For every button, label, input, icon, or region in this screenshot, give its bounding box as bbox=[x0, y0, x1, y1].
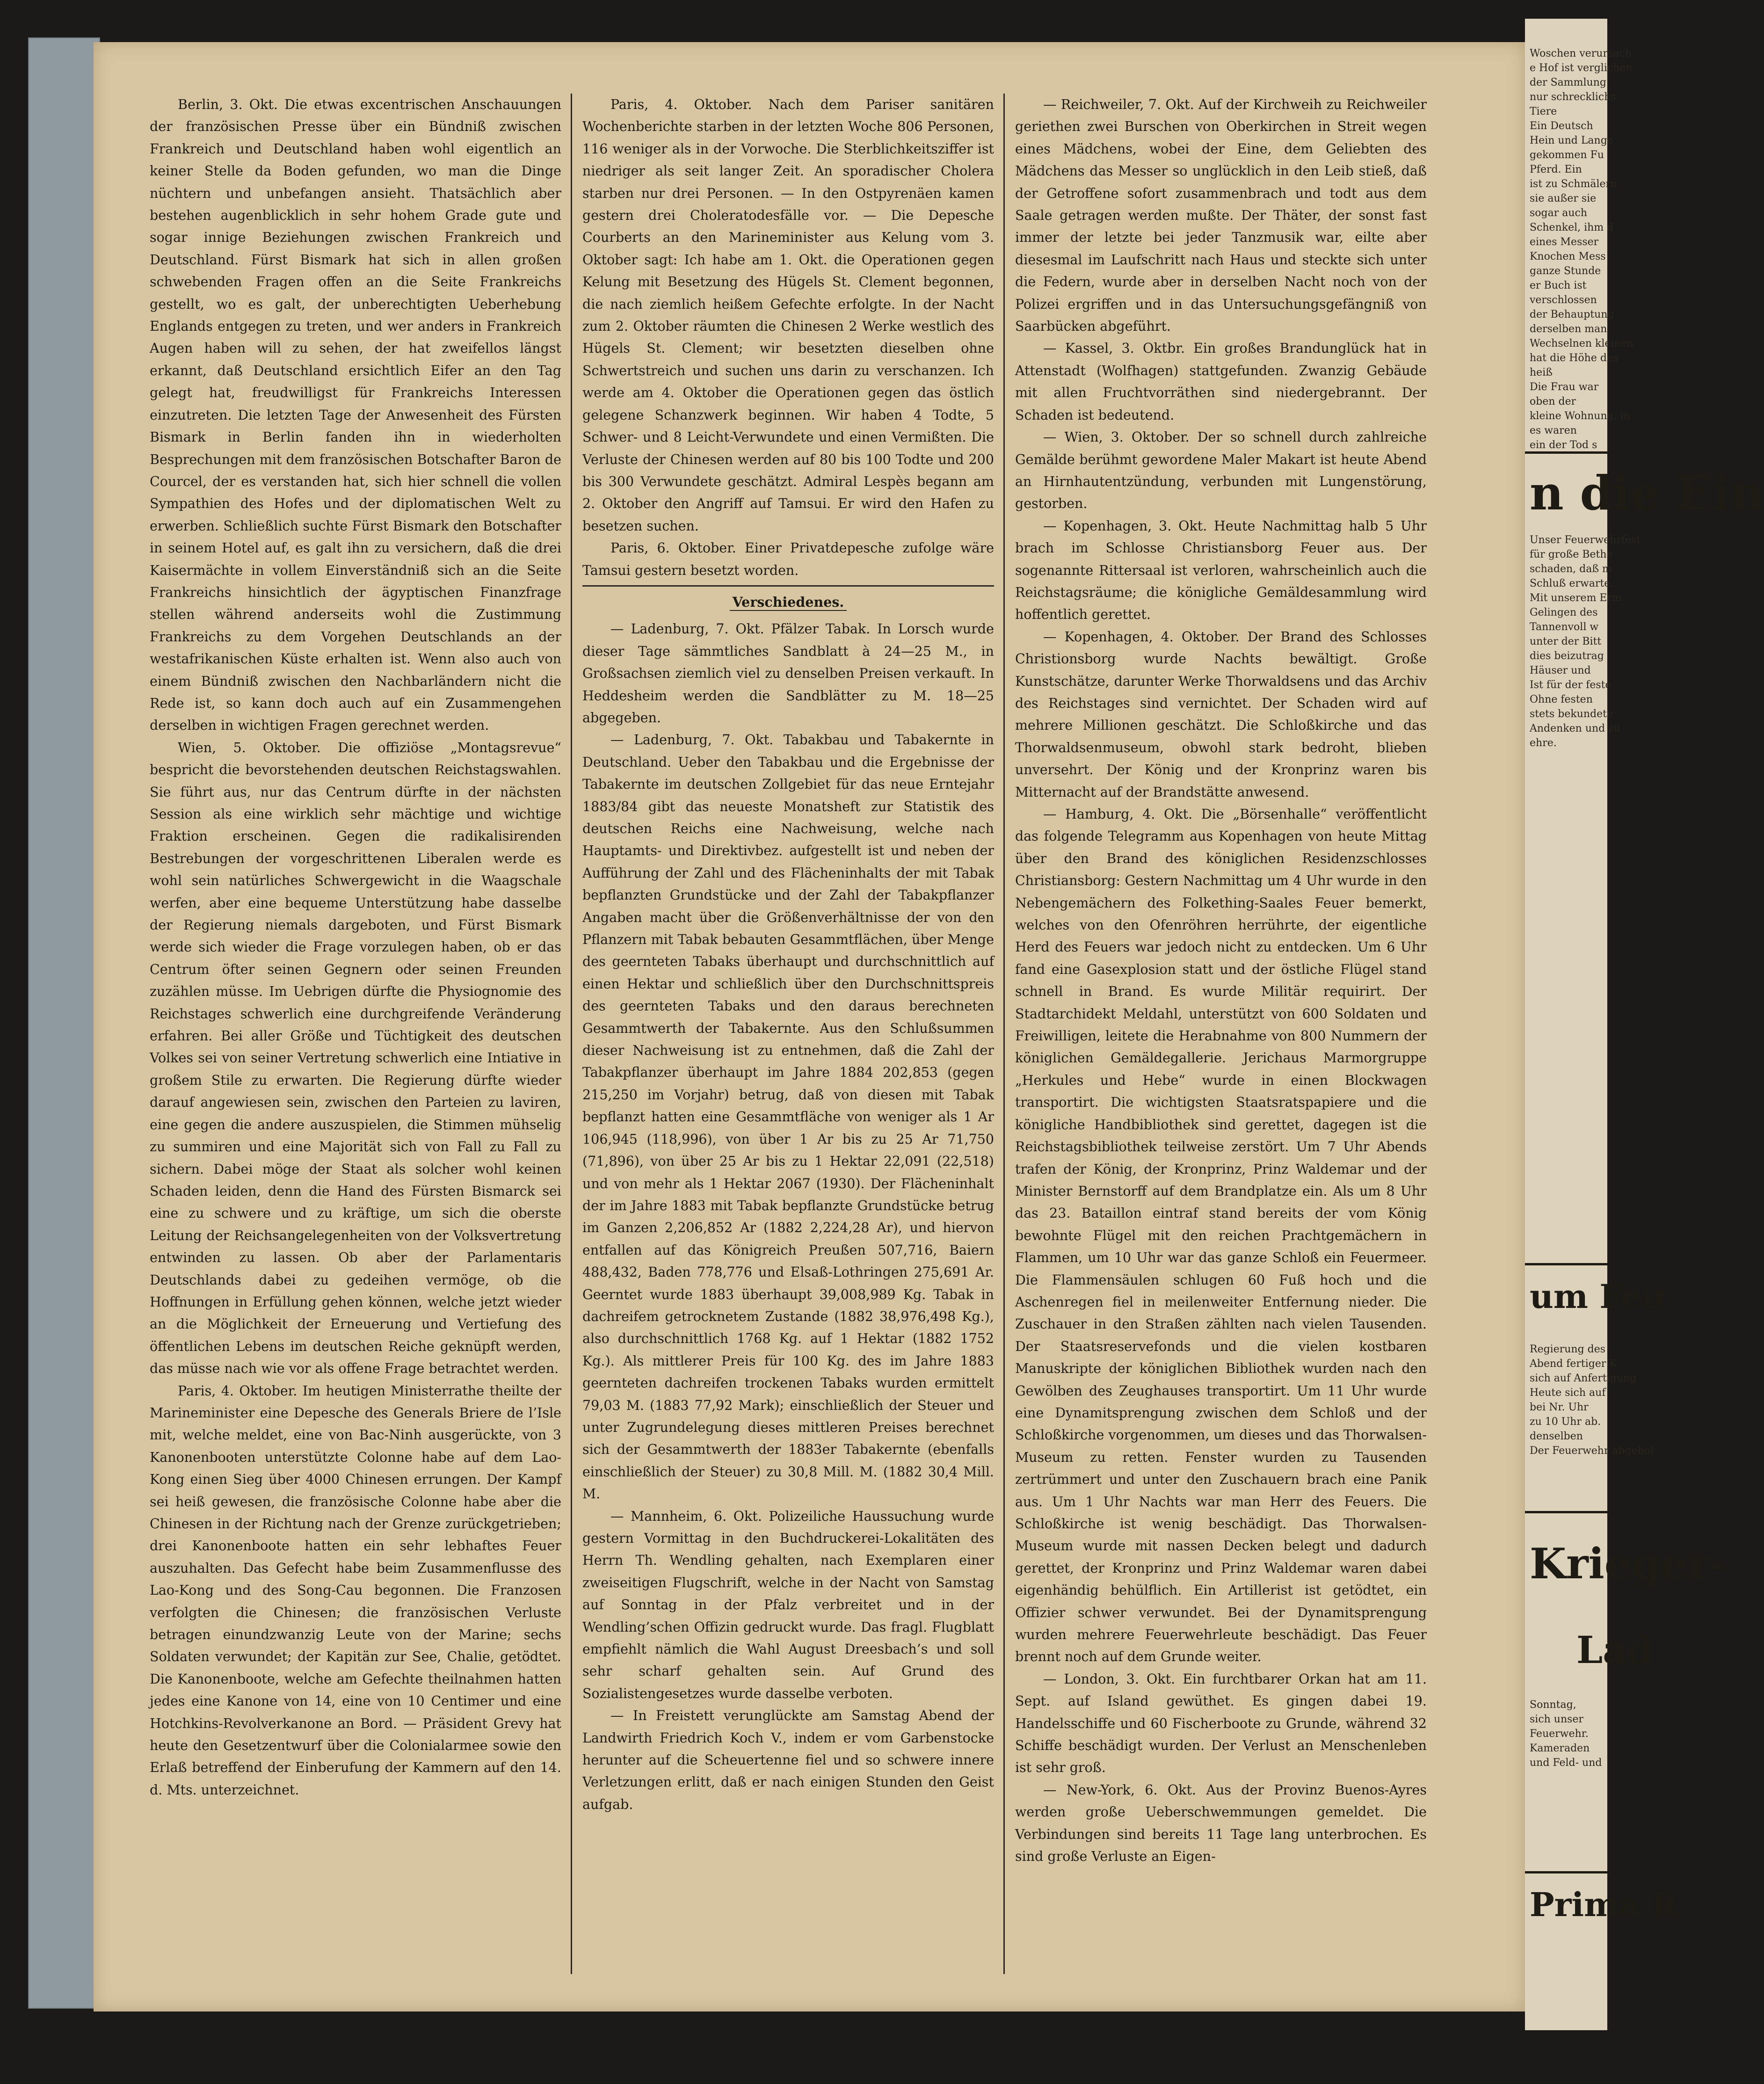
adjacent-text-line: es waren bbox=[1530, 425, 1577, 436]
book-spine-edge bbox=[28, 37, 100, 2009]
adjacent-text-line: verschlossen bbox=[1530, 294, 1597, 306]
adjacent-text-line: Regierung des bbox=[1530, 1343, 1606, 1355]
adjacent-text-line: Unser Feuerwehrfest bbox=[1530, 534, 1641, 546]
column-rule bbox=[571, 94, 572, 1974]
adjacent-text-line: e Hof ist verglichen bbox=[1530, 62, 1633, 74]
adjacent-headline: Prima R bbox=[1530, 1885, 1679, 1924]
news-item: Paris, 4. Oktober. Nach dem Pariser sanitären Wochenberichte starben in der letzten Woche 806 Personen, 116 weniger als in der Vorwoche. Die Sterblichkeitsziffer ist niedriger als seit langer Zeit. An sporadischer Cholera starben nur drei Personen. — In den Ostpyrenäen kamen gestern drei Choleratodesfälle vor. — Die Depesche Courberts an den Marineminister aus Kelung vom 3. Oktober sagt: Ich habe am 1. Okt. die Operationen gegen Kelung mit Besetzung des Hügels St. Clement begonnen, die nach ziemlich heißem Gefechte erfolgte. In der Nacht zum 2. Oktober räumten die Chinesen 2 Werke westlich des Hügels St. Clement; wir besetzten dieselben ohne Schwertstreich und suchen uns darin zu verschanzen. Ich werde am 4. Oktober die Operationen gegen das östlich gelegene Schanzwerk beginnen. Wir haben 4 Todte, 5 Schwer- und 8 Leicht-Verwundete und einen Vermißten. Die Verluste der Chinesen werden auf 80 bis 100 Todte und 200 bis 300 Verwundete geschätzt. Admiral Lespès begann am 2. Oktober den Angriff auf Tamsui. Er wird den Hafen zu besetzen suchen. bbox=[582, 97, 994, 534]
adjacent-text-line: Tannenvoll w bbox=[1530, 621, 1599, 633]
adjacent-text-line: oben der bbox=[1530, 396, 1576, 407]
section-heading-text: Verschiedenes. bbox=[730, 594, 847, 611]
adjacent-text-line: unter der Bitt bbox=[1530, 636, 1602, 647]
adjacent-text-line: Abend fertiger K bbox=[1530, 1358, 1617, 1370]
adjacent-text-line: denselben bbox=[1530, 1430, 1583, 1442]
section-heading bbox=[582, 591, 994, 613]
adjacent-text-line: Der Feuerwehr abgehol bbox=[1530, 1445, 1654, 1457]
adjacent-text-line: stets bekundete bbox=[1530, 708, 1613, 720]
news-item: — Kopenhagen, 3. Okt. Heute Nachmittag halb 5 Uhr brach im Schlosse Christiansborg Feuer aus. Der sogenannte Rittersaal ist verloren, wahrscheinlich auch die Reichstagsräume; die königliche Gemäldesammlung wird hoffentlich gerettet. bbox=[1015, 518, 1427, 623]
column-right bbox=[1015, 94, 1427, 1868]
adjacent-text-line: ehre. bbox=[1530, 737, 1557, 749]
column-middle bbox=[582, 94, 994, 1815]
adjacent-text-line: ganze Stunde bbox=[1530, 265, 1601, 277]
adjacent-text-line: eines Messer bbox=[1530, 236, 1599, 248]
adjacent-text-line: ist zu Schmälern bbox=[1530, 178, 1618, 190]
adjacent-text-line: sich auf Anfertigung bbox=[1530, 1372, 1637, 1384]
newspaper-page bbox=[94, 42, 1525, 2011]
adjacent-text-line: kleine Wohnung, in bbox=[1530, 410, 1630, 422]
adjacent-text-line: sie außer sie bbox=[1530, 193, 1597, 204]
adjacent-text-line: heiß bbox=[1530, 367, 1553, 378]
adjacent-text-line: für große Bethe bbox=[1530, 549, 1613, 560]
adjacent-text-line: Häuser und bbox=[1530, 665, 1591, 676]
news-item: — Wien, 3. Oktober. Der so schnell durch zahlreiche Gemälde berühmt gewordene Maler Makart ist heute Abend an Hirnhautentzündung, verbunden mit Lungenstörung, gestorben. bbox=[1015, 429, 1427, 512]
adjacent-text-line: gekommen Fu bbox=[1530, 149, 1604, 161]
column-left bbox=[150, 94, 561, 1801]
adjacent-text-line: Ein Deutsch bbox=[1530, 120, 1593, 132]
news-item: — Ladenburg, 7. Okt. Tabakbau und Tabakernte in Deutschland. Ueber den Tabakbau und die Ergebnisse der Tabakernte im deutschen Zollgebiet für das neue Erntejahr 1883/84 gibt das neueste Monatsheft zur Statistik des deutschen Reichs eine Nachweisung, welche nach Hauptamts- und Direktivbez. aufgestellt ist und neben der Aufführung der Zahl und des Flächeninhalts der mit Tabak bepflanzten Grundstücke und der Zahl der Tabakpflanzer Angaben macht über die Größenverhältnisse der von den Pflanzern mit Tabak bebauten Gesammtflächen, über Menge des geernteten Tabaks überhaupt und durchschnittlich auf einen Hektar und schließlich über den Durchschnittspreis des geernteten Tabaks und den daraus berechneten Gesammtwerth der Tabakernte. Aus den Schlußsummen dieser Nachweisung ist zu entnehmen, daß die Zahl der Tabakpflanzer überhaupt im Jahre 1884 202,853 (gegen 215,250 im Vorjahr) betrug, daß von diesen mit Tabak bepflanzt hatten eine Gesammtfläche von weniger als 1 Ar 106,945 (118,996), von über 1 Ar bis zu 25 Ar 71,750 (71,896), von über 25 Ar bis zu 1 Hektar 22,091 (22,518) und von mehr als 1 Hektar 2067 (1930). Der Flächeninhalt der im Jahre 1883 mit Tabak bepflanzte Grundstücke betrug im Ganzen 2,206,852 Ar (1882 2,224,28 Ar), und hiervon entfallen auf das Königreich Preußen 507,716, Baiern 488,432, Baden 778,776 und Elsaß-Lothringen 275,691 Ar. Geerntet wurde 1883 überhaupt 39,008,989 Kg. Tabak in dachreifem getrocknetem Zustande (1882 38,976,498 Kg.), also durchschnittlich 1768 Kg. auf 1 Hektar (1882 1752 Kg.). Als mittlerer Preis für 100 Kg. des im Jahre 1883 geernteten dachreifen trockenen Tabaks wurden ermittelt 79,03 M. (1883 77,92 Mark); einschließlich der Steuer und unter Zugrundelegung dieses mittleren Preises berechnet sich der Gesammtwerth der 1883er Tabakernte (ebenfalls einschließlich der Steuer) zu 30,8 Mill. M. (1882 30,4 Mill. M. bbox=[582, 732, 994, 1502]
adjacent-text-line: der Behauptung bbox=[1530, 309, 1614, 320]
adjacent-text-line: Tiere bbox=[1530, 106, 1557, 117]
adjacent-text-line: zu 10 Uhr ab. bbox=[1530, 1416, 1601, 1428]
adjacent-text-line: Gelingen des bbox=[1530, 607, 1598, 618]
adjacent-text-line: ein der Tod s bbox=[1530, 439, 1597, 451]
news-item: — Kassel, 3. Oktbr. Ein großes Brandunglück hat in Attenstadt (Wolfhagen) stattgefunden. Zwanzig Gebäude mit allen Fruchtvorräthen sind niedergebrannt. Der Schaden ist bedeutend. bbox=[1015, 341, 1427, 423]
adjacent-text-line: er Buch ist bbox=[1530, 280, 1587, 291]
news-item: Paris, 6. Oktober. Einer Privatdepesche zufolge wäre Tamsui gestern besetzt worden. bbox=[582, 540, 994, 578]
adjacent-text-line: sogar auch bbox=[1530, 207, 1588, 219]
adjacent-text-line: Knochen Mess bbox=[1530, 251, 1606, 262]
adjacent-text-line: Hein und Lange bbox=[1530, 135, 1613, 146]
adjacent-text-line: dies beizutrag bbox=[1530, 650, 1604, 662]
adjacent-text-line: Mit unserem Erm bbox=[1530, 592, 1622, 604]
adjacent-text-line: Sonntag, bbox=[1530, 1699, 1576, 1711]
news-item: Berlin, 3. Okt. Die etwas excentrischen Anschauungen der französischen Presse über ein Bündniß zwischen Frankreich und Deutschland haben wohl eigentlich an keiner Stelle da Boden gefunden, wo man die Dinge nüchtern und unbefangen ansieht. Thatsächlich aber bestehen augenblicklich in sehr hohem Grade gute und sogar innige Beziehungen zwischen Frankreich und Deutschland. Fürst Bismark hat sich in allen großen schwebenden Fragen offen an die Seite Frankreichs gestellt, wo es galt, der unberechtigten Ueberhebung Englands entgegen zu treten, und wer anders in Frankreich Augen haben will zu sehen, der hat zweifellos längst erkannt, daß Deutschland ersichtlich Eifer an den Tag gelegt hat, freudwilligst für Frankreichs Interessen einzutreten. Die letzten Tage der Anwesenheit des Fürsten Bismark in Berlin fanden ihn in wiederholten Besprechungen mit dem französischen Botschafter Baron de Courcel, der es verstanden hat, sich hier schnell die vollen Sympathien des Hofes und der diplomatischen Welt zu erwerben. Schließlich suchte Fürst Bismark den Botschafter in seinem Hotel auf, es galt ihn zu versichern, daß die drei Kaisermächte in vollem Einverständniß sich an die Seite Frankreichs hinsichtlich der ägyptischen Finanzfrage stellen während anderseits wohl die Zustimmung Frankreichs zu dem Vorgehen Deutschlands an der westafrikanischen Küste erhalten ist. Wenn also auch von einem Bündniß zwischen den Nachbarländern nicht die Rede ist, so kann doch auch auf ein Zusammengehen derselben in wichtigen Fragen gerechnet werden. bbox=[150, 97, 561, 733]
adjacent-text-line: Ohne festen bbox=[1530, 694, 1593, 705]
news-item: — London, 3. Okt. Ein furchtbarer Orkan hat am 11. Sept. auf Island gewüthet. Es gingen dabei 19. Handelsschiffe und 60 Fischerboote zu Grunde, während 32 Schiffe beschädigt wurden. Der Verlust an Menschenleben ist sehr groß. bbox=[1015, 1671, 1427, 1776]
divider bbox=[1525, 1871, 1607, 1873]
section-divider bbox=[582, 585, 994, 587]
adjacent-text-line: Pferd. Ein bbox=[1530, 164, 1582, 175]
adjacent-text-line: Woschen verursach bbox=[1530, 48, 1632, 59]
adjacent-text-line: Schluß erwarte. bbox=[1530, 578, 1614, 589]
news-item: — Ladenburg, 7. Okt. Pfälzer Tabak. In Lorsch wurde dieser Tage sämmtliches Sandblatt à 24—25 M., in Großsachsen ziemlich viel zu denselben Preisen verkauft. In Heddesheim werden die Sandblätter zu M. 18—25 abgegeben. bbox=[582, 621, 994, 726]
news-item: — Reichweiler, 7. Okt. Auf der Kirchweih zu Reichweiler geriethen zwei Burschen von Oberkirchen in Streit wegen eines Mädchens, wobei der Eine, dem Geliebten des Mädchens das Messer so unglücklich in den Leib stieß, daß der Getroffene sofort zusammenbrach und todt aus dem Saale getragen werden mußte. Der Thäter, der sonst fast immer der letzte bei jeder Tanzmusik war, eilte aber diesesmal im Laufschritt nach Haus und steckte sich unter die Federn, wurde aber in derselben Nacht noch von der Polizei ergriffen und in das Untersuchungsgefängniß von Saarbücken abgeführt. bbox=[1015, 97, 1427, 334]
adjacent-text-line: der Sammlung bbox=[1530, 77, 1606, 88]
news-item: — Hamburg, 4. Okt. Die „Börsenhalle“ veröffentlicht das folgende Telegramm aus Kopenhagen von heute Mittag über den Brand des königlichen Residenzschlosses Christiansborg: Gestern Nachmittag um 4 Uhr wurde in den Nebengemächern des Folkething-Saales Feuer bemerkt, welches von den Ofenröhren herrührte, der eigentliche Herd des Feuers war jedoch nicht zu entdecken. Um 6 Uhr fand eine Gasexplosion statt und der östliche Flügel stand schnell in Brand. Es wurde Militär requirirt. Der Stadtarchidekt Meldahl, unterstützt von 600 Soldaten und Freiwilligen, leitete die Herabnahme von 800 Nummern der königlichen Gemäldegallerie. Jerichaus Marmorgruppe „Herkules und Hebe“ wurde in einen Blockwagen transportirt. Die wichtigsten Staatsratspapiere und die königliche Handbibliothek sind gerettet, dagegen ist die Reichstagsbibliothek teilweise zerstört. Um 7 Uhr Abends trafen der König, der Kronprinz, Prinz Waldemar und der Minister Bernstorff auf dem Brandplatze ein. Als um 8 Uhr das 23. Bataillon eintraf stand bereits der vom König bewohnte Flügel mit den reichen Prachtgemächern in Flammen, um 10 Uhr war das ganze Schloß ein Feuermeer. Die Flammensäulen schlugen 60 Fuß hoch und die Aschenregen fiel in meilenweiter Entfernung nieder. Die Zuschauer in den Straßen zählten nach vielen Tausenden. Der Staatsreservefonds und die vielen kostbaren Manuskripte der königlichen Bibliothek wurden nach den Gewölben des Zeughauses transportirt. Um 11 Uhr wurde eine Dynamitsprengung zwischen dem Schloß und der Schloßkirche vorgenommen, um dieses und das Thorwalsen-Museum zu retten. Fenster wurden zu Tausenden zertrümmert und unter den Zuschauern brach eine Panik aus. Um 1 Uhr Nachts war man Herr des Feuers. Die Schloßkirche ist wenig beschädigt. Das Thorwalsen-Museum wurde mit nassen Decken belegt und dadurch gerettet, der Kronprinz und Prinz Waldemar waren dabei eigenhändig behülflich. Ein Artillerist ist getödtet, ein Offizier schwer verwundet. Bei der Dynamitsprengung wurden mehrere Feuerwehrleute beschädigt. Das Feuer brennt noch auf dem Grunde weiter. bbox=[1015, 806, 1427, 1665]
adjacent-headline: Lad bbox=[1576, 1628, 1654, 1672]
divider bbox=[1525, 1511, 1607, 1513]
adjacent-text-line: Schenkel, ihm d bbox=[1530, 222, 1614, 233]
adjacent-text-line: Ist für der feste bbox=[1530, 679, 1612, 691]
adjacent-text-line: Wechselnen kleinen bbox=[1530, 338, 1633, 349]
adjacent-text-line: Die Frau war bbox=[1530, 381, 1599, 393]
adjacent-text-line: hat die Höhe des bbox=[1530, 352, 1619, 364]
adjacent-page-fragment bbox=[1525, 19, 1764, 2030]
adjacent-text-line: nur schrecklichs bbox=[1530, 91, 1616, 103]
adjacent-text-line: derselben man bbox=[1530, 323, 1607, 335]
adjacent-text-line: Kameraden bbox=[1530, 1743, 1590, 1754]
adjacent-text-line: schaden, daß m bbox=[1530, 563, 1612, 575]
adjacent-text-line: Andenken und zu bbox=[1530, 723, 1621, 734]
adjacent-text-line: Feuerwehr. bbox=[1530, 1728, 1589, 1740]
column-rule bbox=[1003, 94, 1005, 1974]
news-item: Wien, 5. Oktober. Die offiziöse „Montagsrevue“ bespricht die bevorstehenden deutschen Reichstagswahlen. Sie führt aus, nur das Centrum dürfte in der nächsten Session als eine wirklich sehr mächtige und wichtige Fraktion erscheinen. Gegen die radikalisirenden Bestrebungen der vorgeschrittenen Liberalen werde es wohl sein natürliches Schwergewicht in die Waagschale werfen, aber eine bequeme Unterstützung habe dasselbe der Regierung niemals dargeboten, und Fürst Bismark werde sich wieder die Frage vorzulegen haben, ob er das Centrum öfter seinen Gegnern oder seinen Freunden zuzählen müsse. Im Uebrigen dürfte die Physiognomie des Reichstages schwerlich eine durchgreifende Veränderung erfahren. Bei aller Größe und Tüchtigkeit des deutschen Volkes sei von seiner Vertretung schwerlich eine Intiative in großem Stile zu erwarten. Die Regierung dürfte wieder darauf angewiesen sein, zwischen den Parteien zu laviren, eine gegen die andere auszuspielen, die Stimmen mühselig zu summiren und eine Majorität sich von Fall zu Fall zu sichern. Dabei möge der Staat als solcher wohl keinen Schaden leiden, denn die Hand des Fürsten Bismarck sei eine zu schwere und zu kräftige, um sich die oberste Leitung der Reichsangelegenheiten von der Volksvertretung entwinden zu lassen. Ob aber der Parlamentaris Deutschlands dabei zu gedeihen vermöge, ob die Hoffnungen in Erfüllung gehen können, welche jetzt wieder an die Möglichkeit der Erneuerung und Vertiefung des öffentlichen Lebens im deutschen Reiche geknüpft werden, das müsse nach wie vor als offene Frage betrachtet werden. bbox=[150, 740, 561, 1377]
adjacent-text-line: Heute sich auf bbox=[1530, 1387, 1606, 1399]
news-item: — Mannheim, 6. Okt. Polizeiliche Haussuchung wurde gestern Vormittag in den Buchdruckerei-Lokalitäten des Herrn Th. Wendling gehalten, nach Exemplaren einer zweiseitigen Flugschrift, welche in der Nacht von Samstag auf Sonntag in der Pfalz verbreitet und in der Wendling’schen Offizin gedruckt wurde. Das fragl. Flugblatt empfiehlt nämlich die Wahl August Dreesbach’s und soll sehr scharf gehalten sein. Auf Grund des Sozialistengesetzes wurde dasselbe verboten. bbox=[582, 1508, 994, 1701]
adjacent-text-line: und Feld- und bbox=[1530, 1757, 1602, 1769]
adjacent-headline: n die Ein bbox=[1530, 465, 1764, 521]
adjacent-headline: Krieger- bbox=[1530, 1539, 1728, 1589]
news-item: — In Freistett verunglückte am Samstag Abend der Landwirth Friedrich Koch V., indem er vom Garbenstocke herunter auf die Scheuertenne fiel und so schwere innere Verletzungen erlitt, daß er nach einigen Stunden den Geist aufgab. bbox=[582, 1708, 994, 1812]
adjacent-text-line: bei Nr. Uhr bbox=[1530, 1401, 1589, 1413]
news-item: Paris, 4. Oktober. Im heutigen Ministerrathe theilte der Marineminister eine Depesche des Generals Briere de l’Isle mit, welche meldet, eine von Bac-Ninh ausgerückte, von 3 Kanonenbooten unterstützte Colonne habe auf dem Lao-Kong einen Sieg über 4000 Chinesen errungen. Der Kampf sei heiß gewesen, die französische Colonne habe aber die Chinesen in der Richtung nach der Grenze zurückgetrieben; drei Kanonenboote hatten ein sehr lebhaftes Feuer auszuhalten. Das Gefecht habe beim Zusammenflusse des Lao-Kong und des Song-Cau begonnen. Die Franzosen verfolgten die Chinesen; die französischen Verluste betragen einundzwanzig Leute von der Marine; sechs Soldaten verwundet; der Kapitän zur See, Chalie, getödtet. Die Kanonenboote, welche am Gefechte theilnahmen hatten jedes eine Kanone von 14, eine von 10 Centimer und eine Hotchkins-Revolverkanone an Bord. — Präsident Grevy hat heute den Gesetzentwurf über die Colonialarmee sowie den Erlaß betreffend der Einberufung der Kammern auf den 14. d. Mts. unterzeichnet. bbox=[150, 1383, 561, 1798]
adjacent-text-line: sich unser bbox=[1530, 1714, 1583, 1725]
adjacent-headline: um Feu bbox=[1530, 1277, 1666, 1316]
news-item: — Kopenhagen, 4. Oktober. Der Brand des Schlosses Christionsborg wurde Nachts bewältigt. Große Kunstschätze, darunter Werke Thorwaldsens und das Archiv des Reichstages sind vernichtet. Der Schaden wird auf mehrere Millionen geschätzt. Die Schloßkirche und das Thorwaldsenmuseum, obwohl stark bedroht, blieben unversehrt. Der König und der Kronprinz waren bis Mitternacht auf der Brandstätte anwesend. bbox=[1015, 629, 1427, 800]
divider bbox=[1525, 1263, 1607, 1265]
news-item: — New-York, 6. Okt. Aus der Provinz Buenos-Ayres werden große Ueberschwemmungen gemeldet. Die Verbindungen sind bereits 11 Tage lang unterbrochen. Es sind große Verluste an Eigen- bbox=[1015, 1782, 1427, 1865]
